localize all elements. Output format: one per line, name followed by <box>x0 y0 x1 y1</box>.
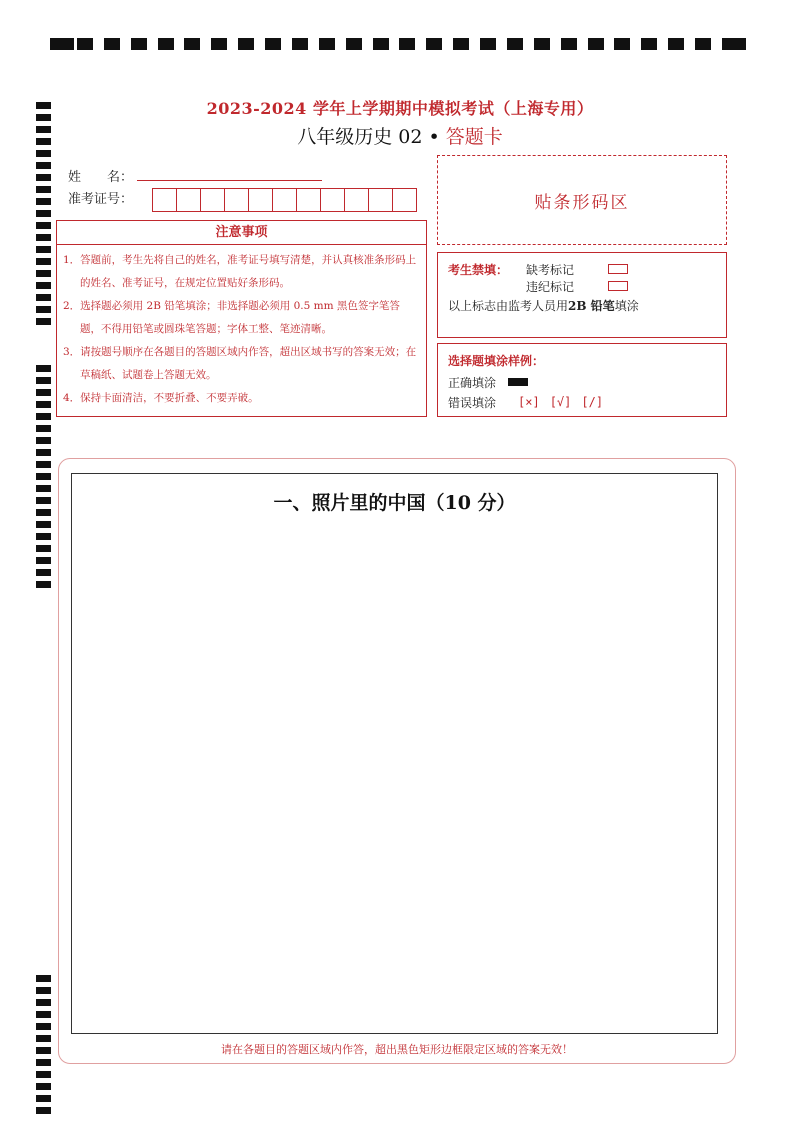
timing-mark <box>36 1059 51 1066</box>
timing-mark <box>292 38 308 50</box>
fill-sample-panel <box>437 343 727 417</box>
timing-mark <box>36 437 51 444</box>
timing-mark <box>36 270 51 277</box>
timing-mark <box>36 246 51 253</box>
correct-fill-mark <box>508 378 528 386</box>
timing-mark <box>36 377 51 384</box>
timing-mark <box>668 38 684 50</box>
timing-mark <box>77 38 93 50</box>
card-label: 答题卡 <box>445 126 503 148</box>
note-item: 3．请按题号顺序在各题目的答题区域内作答，超出区域书写的答案无效；在草稿纸、试题卷上答题无效。 <box>63 346 417 381</box>
timing-mark <box>36 1023 51 1030</box>
id-digit-box[interactable] <box>296 188 321 212</box>
top-timing-marks <box>50 38 746 52</box>
timing-mark <box>36 999 51 1006</box>
id-digit-box[interactable] <box>392 188 417 212</box>
timing-mark <box>319 38 335 50</box>
id-digit-box[interactable] <box>248 188 273 212</box>
timing-mark <box>36 425 51 432</box>
id-digit-box[interactable] <box>152 188 177 212</box>
timing-mark <box>36 557 51 564</box>
timing-mark <box>104 38 120 50</box>
barcode-label: 贴条形码区 <box>534 192 630 213</box>
wrong-mark-check: [√] <box>549 395 572 409</box>
timing-mark <box>211 38 227 50</box>
timing-mark <box>36 497 51 504</box>
timing-mark <box>614 38 630 50</box>
timing-mark <box>184 38 200 50</box>
title-separator: • <box>428 126 440 148</box>
timing-mark <box>36 987 51 994</box>
answer-region[interactable] <box>71 473 718 1034</box>
proctor-only-title: 考生禁填： <box>448 263 509 277</box>
timing-mark <box>36 1107 51 1114</box>
id-label: 准考证号： <box>68 192 134 207</box>
timing-mark <box>36 126 51 133</box>
timing-mark <box>36 174 51 181</box>
timing-mark <box>641 38 657 50</box>
timing-mark <box>36 306 51 313</box>
exam-title: 2023-2024 学年上学期期中模拟考试（上海专用） <box>206 99 594 118</box>
timing-mark <box>36 162 51 169</box>
timing-mark <box>36 485 51 492</box>
timing-mark <box>158 38 174 50</box>
name-field[interactable] <box>137 180 322 181</box>
wrong-mark-cross: [×] <box>518 395 540 409</box>
timing-mark <box>36 389 51 396</box>
id-digit-box[interactable] <box>272 188 297 212</box>
absent-mark <box>608 264 628 274</box>
timing-mark <box>453 38 469 50</box>
timing-mark <box>346 38 362 50</box>
subject-title <box>150 122 650 149</box>
timing-mark <box>36 186 51 193</box>
timing-mark <box>36 449 51 456</box>
timing-mark <box>36 1095 51 1102</box>
timing-mark <box>507 38 523 50</box>
section-title: 一、照片里的中国（10 分） <box>273 492 516 514</box>
timing-mark <box>36 102 51 109</box>
id-digit-box[interactable] <box>200 188 225 212</box>
absent-label: 缺考标记 <box>526 263 575 277</box>
id-digit-box[interactable] <box>344 188 369 212</box>
timing-mark <box>36 258 51 265</box>
timing-mark <box>50 38 74 50</box>
subject-name: 八年级历史 02 <box>297 126 423 148</box>
timing-mark <box>36 282 51 289</box>
timing-mark <box>36 1047 51 1054</box>
id-digit-box[interactable] <box>176 188 201 212</box>
timing-mark <box>480 38 496 50</box>
timing-mark <box>265 38 281 50</box>
timing-mark <box>722 38 746 50</box>
timing-mark <box>36 569 51 576</box>
timing-mark <box>399 38 415 50</box>
proctor-only-panel <box>437 252 727 338</box>
timing-mark <box>534 38 550 50</box>
timing-mark <box>36 234 51 241</box>
timing-mark <box>36 413 51 420</box>
note-item: 4．保持卡面清洁，不要折叠、不要弄破。 <box>63 392 259 404</box>
timing-mark <box>426 38 442 50</box>
timing-mark <box>36 473 51 480</box>
timing-mark <box>36 198 51 205</box>
proctor-note-bold: 2B 铅笔 <box>568 299 615 313</box>
timing-mark <box>238 38 254 50</box>
timing-mark <box>561 38 577 50</box>
timing-mark <box>36 294 51 301</box>
id-digit-box[interactable] <box>320 188 345 212</box>
timing-mark <box>695 38 711 50</box>
timing-mark <box>36 210 51 217</box>
timing-mark <box>588 38 604 50</box>
timing-mark <box>36 1035 51 1042</box>
timing-mark <box>36 318 51 325</box>
notes-panel <box>56 220 427 417</box>
timing-mark <box>36 222 51 229</box>
timing-mark <box>36 521 51 528</box>
wrong-fill-marks <box>518 395 603 409</box>
fill-sample-title: 选择题填涂样例： <box>448 354 545 368</box>
timing-mark <box>36 150 51 157</box>
wrong-fill-label: 错误填涂 <box>448 396 497 410</box>
note-item: 1．答题前，考生先将自己的姓名，准考证号填写清楚，并认真核准条形码上的姓名、准考证号，在规定位置贴好条形码。 <box>63 254 417 289</box>
correct-fill-label: 正确填涂 <box>448 376 497 390</box>
timing-mark <box>36 114 51 121</box>
answer-region-warning: 请在各题目的答题区域内作答，超出黑色矩形边框限定区域的答案无效！ <box>221 1043 573 1056</box>
timing-mark <box>36 461 51 468</box>
timing-mark <box>36 401 51 408</box>
timing-mark <box>36 509 51 516</box>
id-digit-box[interactable] <box>224 188 249 212</box>
proctor-note <box>448 297 639 314</box>
timing-mark <box>131 38 147 50</box>
timing-mark <box>36 545 51 552</box>
notes-header: 注意事项 <box>57 221 426 245</box>
barcode-area <box>437 155 727 245</box>
timing-mark <box>36 581 51 588</box>
wrong-mark-slash: [/] <box>581 395 604 409</box>
timing-mark <box>36 365 51 372</box>
timing-mark <box>36 1011 51 1018</box>
proctor-note-prefix: 以上标志由监考人员用 <box>448 299 569 313</box>
timing-mark <box>36 1083 51 1090</box>
timing-mark <box>36 1071 51 1078</box>
violation-mark <box>608 281 628 291</box>
notes-list <box>57 245 426 410</box>
timing-mark <box>36 975 51 982</box>
exam-id-boxes[interactable] <box>152 188 416 212</box>
violation-label: 违纪标记 <box>526 280 575 294</box>
id-digit-box[interactable] <box>368 188 393 212</box>
proctor-note-suffix: 填涂 <box>614 299 639 313</box>
timing-mark <box>36 138 51 145</box>
timing-mark <box>373 38 389 50</box>
name-label: 姓 名： <box>68 170 134 185</box>
timing-mark <box>36 533 51 540</box>
note-item: 2．选择题必须用 2B 铅笔填涂；非选择题必须用 0.5 mm 黑色签字笔答题，不得用铅笔或圆珠笔答题；字体工整、笔迹清晰。 <box>63 300 400 335</box>
